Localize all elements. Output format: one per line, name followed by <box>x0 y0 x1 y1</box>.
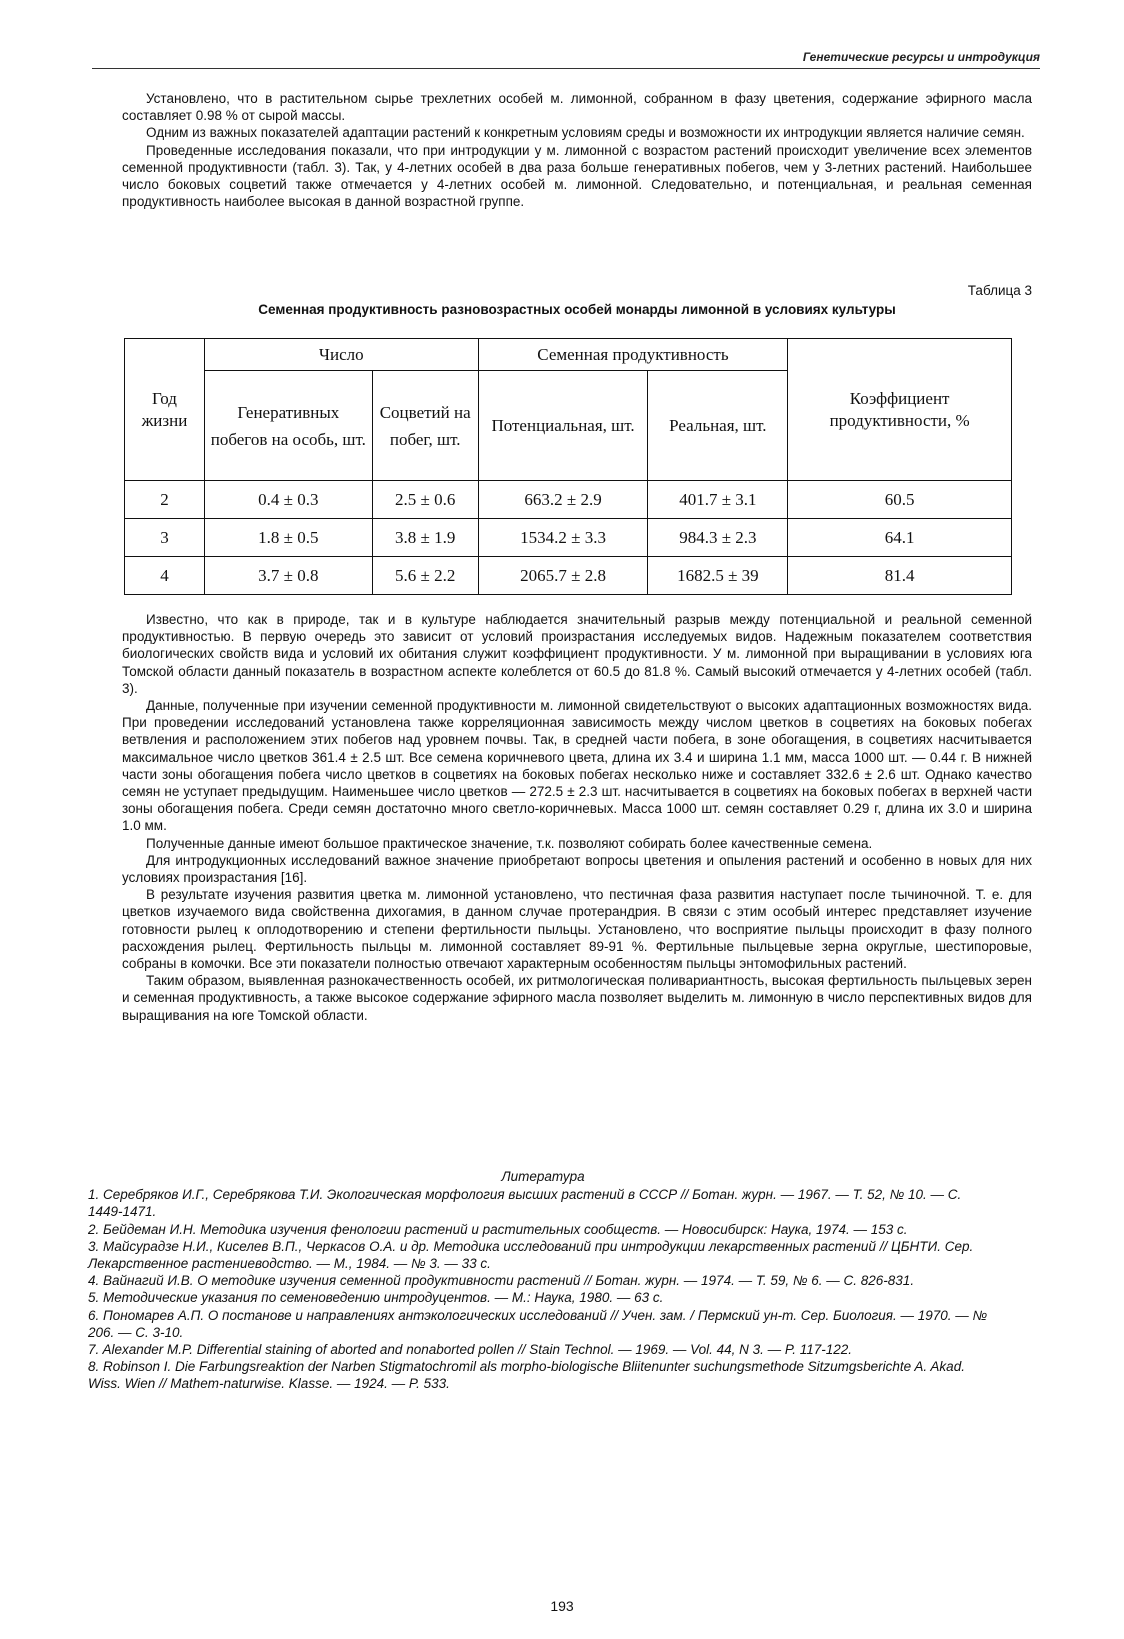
references-list <box>88 1186 998 1392</box>
reference-item: 4. Вайнагий И.В. О методике изучения семенной продуктивности растений // Ботан. журн. — 1974. — Т. 59, № 6. — С. 826-831. <box>88 1273 915 1289</box>
reference-item: 8. Robinson I. Die Farbungsreaktion der Narben Stigmatochromil als morpho-biologische Bliitenunter suchungsmethode Sitzumgsberichte A. Akad. Wiss. Wien // Mathem-naturwise. Klasse. — 1924. — P. 533. <box>88 1359 965 1392</box>
table-cell: 4 <box>125 557 205 595</box>
header-year: Год жизни <box>125 339 205 481</box>
paragraph: Полученные данные имеют большое практическое значение, т.к. позволяют собирать более качественные семена. <box>146 835 873 851</box>
page-number: 193 <box>550 1598 574 1614</box>
table-cell: 0.4 ± 0.3 <box>204 481 372 519</box>
header-potential: Потенциальная, шт. <box>478 371 648 481</box>
header-inflorescences: Соцветий на побег, шт. <box>372 371 478 481</box>
paragraph: Проведенные исследования показали, что при интродукции у м. лимонной с возрастом растений происходит увеличение всех элементов семенной продуктивности (табл. 3). Так, у 4-летних особей в два раза больше генеративных побегов, чем у 3-летних растений. Наибольшее число боковых соцветий также отмечается у 4-летних особей м. лимонной. Следовательно, и потенциальная, и реальная семенная продуктивность наиболее высокая в данной возрастной группе. <box>122 142 1032 210</box>
seed-productivity-table <box>124 338 1012 595</box>
table-cell: 2.5 ± 0.6 <box>372 481 478 519</box>
table-cell: 2065.7 ± 2.8 <box>478 557 648 595</box>
reference-item: 5. Методические указания по семеноведению интродуцентов. — М.: Наука, 1980. — 63 с. <box>88 1290 664 1306</box>
paragraph: В результате изучения развития цветка м. лимонной установлено, что пестичная фаза развития наступает после тычиночной. Т. е. для цветков изучаемого вида свойственна дихогамия, в данном случае протерандрия. В связи с этим особый интерес представляет изучение готовности рылец к оплодотворению и степени фертильности пыльцы. Установлено, что восприятие пыльцы происходит в фазу полного расхождения рылец. Фертильность пыльцы м. лимонной составляет 89-91 %. Фертильные пыльцевые зерна округлые, шестипоровые, собраны в комочки. Все эти показатели полностью отвечают характерным особенностям пыльцы энтомофильных растений. <box>122 887 1032 972</box>
paragraph: Известно, что как в природе, так и в культуре наблюдается значительный разрыв между потенциальной и реальной семенной продуктивностью. В первую очередь это зависит от условий произрастания исследуемых видов. Надежным показателем соответствия биологических свойств вида и условий их обитания служит коэффициент продуктивности. У м. лимонной при выращивании в условиях юга Томской области данный показатель в возрастном аспекте колеблется от 60.5 до 81.8 %. Самый высокий отмечается у 4-летних особей (табл. 3). <box>122 612 1032 696</box>
table-title: Семенная продуктивность разновозрастных особей монарды лимонной в условиях культуры <box>258 302 896 317</box>
paragraph: Установлено, что в растительном сырье трехлетних особей м. лимонной, собранном в фазу цветения, содержание эфирного масла составляет 0.98 % от сырой массы. <box>122 91 1032 124</box>
table-cell: 3.8 ± 1.9 <box>372 519 478 557</box>
table-cell: 984.3 ± 2.3 <box>648 519 788 557</box>
header-real: Реальная, шт. <box>648 371 788 481</box>
references-title: Литература <box>501 1169 585 1184</box>
table-cell: 401.7 ± 3.1 <box>648 481 788 519</box>
header-count-group: Число <box>204 339 478 371</box>
table-row <box>125 481 1012 519</box>
references-section <box>88 1168 998 1393</box>
table-cell: 3.7 ± 0.8 <box>204 557 372 595</box>
table-cell: 2 <box>125 481 205 519</box>
header-generative-shoots: Генеративных побегов на особь, шт. <box>204 371 372 481</box>
table-cell: 663.2 ± 2.9 <box>478 481 648 519</box>
table-cell: 81.4 <box>788 557 1012 595</box>
table-row <box>125 557 1012 595</box>
reference-item: 3. Майсурадзе Н.И., Киселев В.П., Черкасов О.А. и др. Методика исследований при интродукции лекарственных растений // ЦБНТИ. Сер. Лекарственное растениеводство. — М., 1984. — № 3. — 33 с. <box>88 1238 974 1272</box>
header-seed-group: Семенная продуктивность <box>478 339 788 371</box>
table-cell: 5.6 ± 2.2 <box>372 557 478 595</box>
intro-section <box>122 90 1032 210</box>
paragraph: Таким образом, выявленная разнокачественность особей, их ритмологическая поливариантность, высокая фертильность пыльцевых зерен и семенная продуктивность, а также высокое содержание эфирного масла позволяет выделить м. лимонную в число перспективных видов для выращивания на юге Томской области. <box>122 973 1032 1023</box>
paragraph: Одним из важных показателей адаптации растений к конкретным условиям среды и возможности их интродукции является наличие семян. <box>146 125 1025 141</box>
table-cell: 1534.2 ± 3.3 <box>478 519 648 557</box>
table-cell: 64.1 <box>788 519 1012 557</box>
table-cell: 1.8 ± 0.5 <box>204 519 372 557</box>
paragraph: Данные, полученные при изучении семенной продуктивности м. лимонной свидетельствуют о высоких адаптационных возможностях вида. При проведении исследований установлена также корреляционная зависимость между числом цветков в соцветиях на боковых побегах ветвления и расположением этих побегов над уровнем почвы. Так, в средней части побега, в зоне обогащения, в соцветиях насчитывается максимальное число цветков 361.4 ± 2.5 шт. Все семена коричневого цвета, длина их 3.4 и ширина 1.1 мм, масса 1000 шт. — 0.44 г. В нижней части зоны обогащения побега число цветков в соцветиях на боковых побегах несколько ниже и составляет 332.6 ± 2.6 шт. Однако качество семян не уступает предыдущим. Наименьшее число цветков — 272.5 ± 2.3 шт. насчитывается в соцветиях на боковых побегах в верхней части зоны обогащения побега. Среди семян достаточно много светло-коричневых. Масса 1000 шт. семян составляет 0.29 г, длина их 3.0 и ширина 1.0 мм. <box>122 698 1032 834</box>
running-head: Генетические ресурсы и интродукция <box>802 50 1040 64</box>
table-cell: 1682.5 ± 39 <box>648 557 788 595</box>
table-label: Таблица 3 <box>967 283 1032 298</box>
reference-item: 2. Бейдеман И.Н. Методика изучения фенологии растений и растительных сообществ. — Новосибирск: Наука, 1974. — 153 с. <box>88 1221 908 1237</box>
table-cell: 60.5 <box>788 481 1012 519</box>
paragraph: Для интродукционных исследований важное значение приобретают вопросы цветения и опыления растений и особенно в новых для них условиях произрастания [16]. <box>122 852 1032 886</box>
reference-item: 7. Alexander M.P. Differential staining of aborted and nonaborted pollen // Stain Technol. — 1969. — Vol. 44, N 3. — P. 117-122. <box>88 1342 852 1358</box>
table-cell: 3 <box>125 519 205 557</box>
table-row <box>125 519 1012 557</box>
discussion-section <box>122 611 1032 1024</box>
header-coefficient: Коэффициент продуктивности, % <box>788 339 1012 481</box>
header-rule <box>92 68 1040 69</box>
reference-item: 6. Пономарев А.П. О постанове и направлениях антэкологических исследований // Учен. зам. / Пермский ун-т. Сер. Биология. — 1970. — № 206. — С. 3-10. <box>88 1307 988 1340</box>
reference-item: 1. Серебряков И.Г., Серебрякова Т.И. Экологическая морфология высших растений в СССР // Ботан. журн. — 1967. — Т. 52, № 10. — С. 1449-1471. <box>88 1187 962 1220</box>
